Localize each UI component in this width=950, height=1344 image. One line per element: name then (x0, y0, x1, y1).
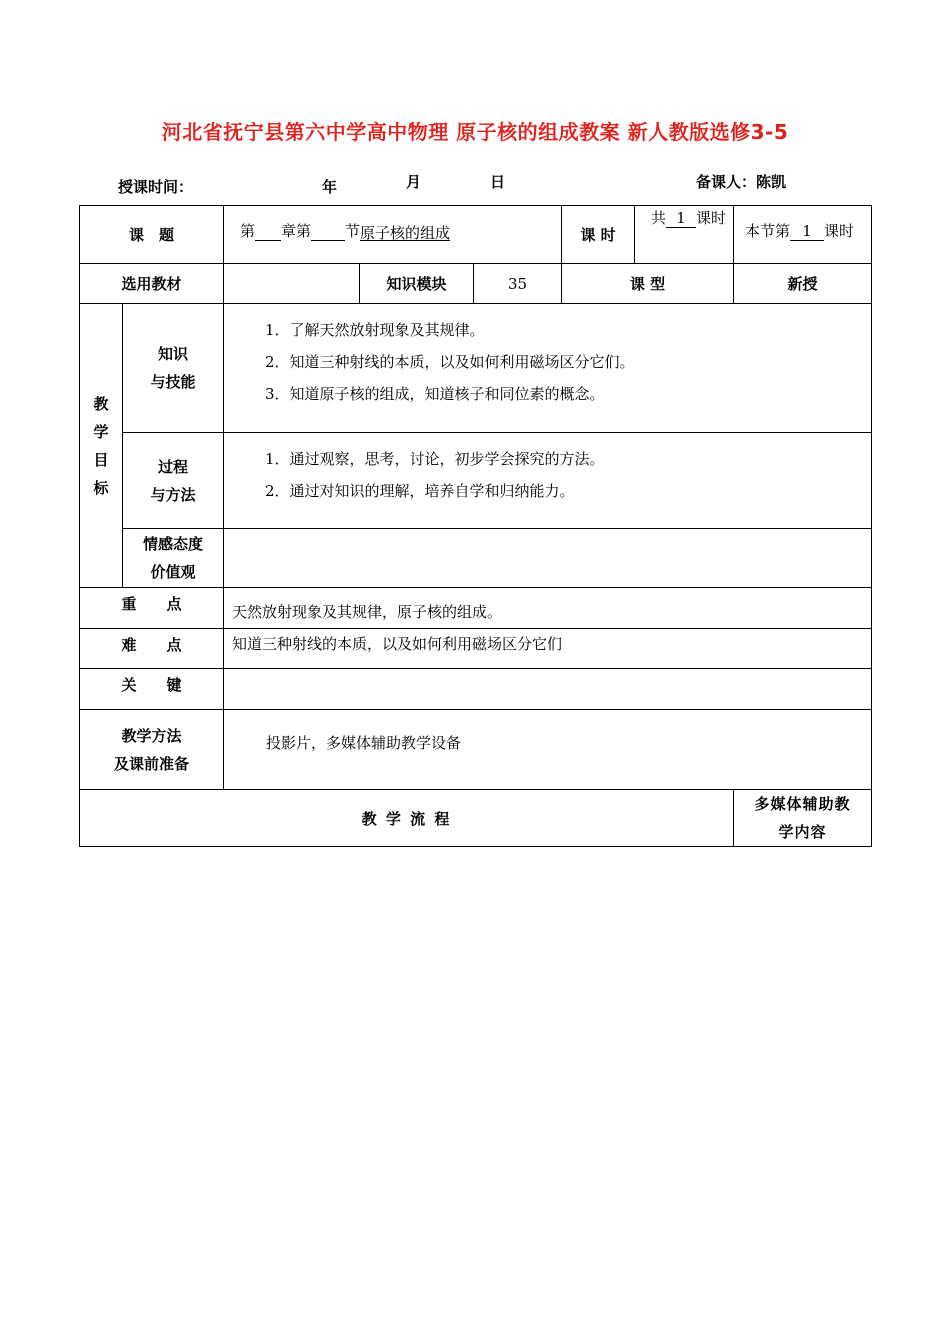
media-label-cell (733, 789, 872, 847)
section-period-cell (733, 205, 872, 264)
goal-attitude-label-a: 情感态度 (142, 535, 203, 553)
goals-label-cell (79, 303, 123, 588)
section-blank (311, 222, 345, 241)
topic-label: 课 题 (79, 205, 224, 264)
goal-knowledge-label-b: 与技能 (150, 373, 196, 391)
topic-di: 第 (240, 222, 256, 240)
media-label-a: 多媒体辅助教 (754, 795, 851, 813)
period-gong: 共 (651, 209, 667, 227)
preparer-label: 备课人：陈凯 (696, 173, 787, 191)
method-label-b: 及课前准备 (113, 754, 189, 773)
topic-cell (223, 205, 562, 264)
topic-jie: 节 (345, 222, 361, 240)
flow-label: 教 学 流 程 (79, 789, 734, 847)
difficult-value: 知道三种射线的本质，以及如何利用磁场区分它们 (223, 628, 872, 669)
period-shi: 课时 (696, 209, 727, 227)
crux-label: 关 键 (79, 668, 224, 710)
section-suffix: 课时 (824, 222, 855, 240)
topic-zhangdi: 章第 (281, 222, 312, 240)
period-cell (634, 205, 734, 264)
key-label: 重 点 (79, 587, 224, 629)
goal-knowledge-item-1: 1．了解天然放射现象及其规律。 (265, 321, 485, 339)
chapter-blank (255, 222, 281, 241)
goal-process-content (223, 432, 872, 529)
goal-attitude-content (223, 528, 872, 588)
goals-label: 教学目标 (93, 394, 109, 497)
module-label: 知识模块 (359, 263, 474, 304)
method-value: 投影片，多媒体辅助教学设备 (223, 709, 872, 790)
year-label: 年 (322, 178, 338, 196)
goal-process-item-1: 1．通过观察，思考，讨论，初步学会探究的方法。 (265, 450, 605, 468)
media-label-b: 学内容 (778, 823, 827, 841)
goal-attitude-label-cell (122, 528, 224, 588)
module-value: 35 (473, 263, 562, 304)
goal-attitude-label-b: 价值观 (150, 563, 196, 581)
type-label: 课 型 (561, 263, 734, 304)
goal-knowledge-item-3: 3．知道原子核的组成，知道核子和同位素的概念。 (265, 385, 605, 403)
difficult-label: 难 点 (79, 628, 224, 669)
crux-value (223, 668, 872, 710)
goal-knowledge-content (223, 303, 872, 433)
goal-process-label-b: 与方法 (150, 485, 196, 504)
goal-process-label-cell (122, 432, 224, 529)
day-label: 日 (490, 173, 506, 191)
textbook-value (223, 263, 360, 304)
teach-time-label: 授课时间： (118, 178, 194, 196)
key-value: 天然放射现象及其规律，原子核的组成。 (223, 587, 872, 629)
period-count: 1 (666, 209, 696, 228)
goal-knowledge-item-2: 2．知道三种射线的本质，以及如何利用磁场区分它们。 (265, 353, 635, 371)
type-value: 新授 (733, 263, 872, 304)
period-label: 课 时 (561, 205, 635, 264)
topic-name: 原子核的组成 (360, 224, 451, 242)
section-num: 1 (790, 222, 824, 241)
method-label-a: 教学方法 (121, 726, 182, 745)
document-title: 河北省抚宁县第六中学高中物理 原子核的组成教案 新人教版选修3-5 (161, 120, 789, 144)
month-label: 月 (406, 173, 422, 191)
section-prefix: 本节第 (745, 222, 791, 240)
goal-process-label-a: 过程 (157, 457, 188, 476)
textbook-label: 选用教材 (79, 263, 224, 304)
method-label-cell (79, 709, 224, 790)
goal-process-item-2: 2．通过对知识的理解，培养自学和归纳能力。 (265, 482, 575, 500)
goal-knowledge-label-a: 知识 (157, 345, 188, 363)
goal-knowledge-label-cell (122, 303, 224, 433)
